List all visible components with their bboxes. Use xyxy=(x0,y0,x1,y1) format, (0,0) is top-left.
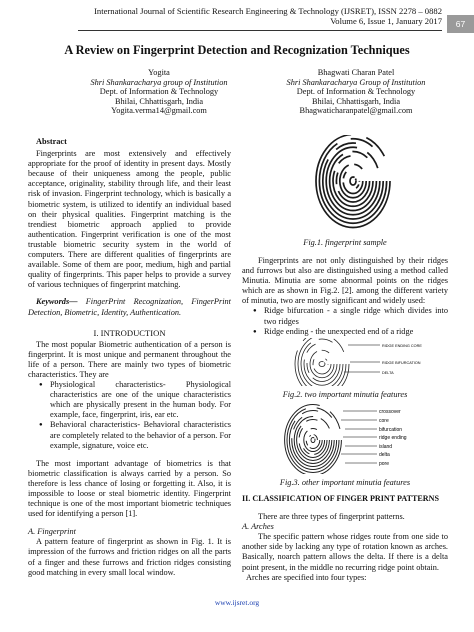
abstract-heading: Abstract xyxy=(36,137,67,146)
fingerprint-ridge xyxy=(301,339,343,386)
fingerprint-ridge xyxy=(309,435,318,446)
journal-header: International Journal of Scientific Research Engineering & Technology (IJSRET), ISSN 2278 – 0882 xyxy=(94,6,442,16)
fig3-label: core xyxy=(379,418,389,424)
list-item: ● Ridge bifurcation - a single ridge which divides into two ridges xyxy=(264,306,448,326)
biometric-list xyxy=(28,380,231,451)
fingerprint-ridge xyxy=(287,408,339,473)
fingerprint-ridge xyxy=(307,347,337,382)
subheading-fingerprint: A. Fingerprint xyxy=(28,527,76,537)
author-name: Bhagwati Charan Patel xyxy=(317,68,395,77)
fig3-label: ridge ending xyxy=(379,435,407,441)
author-affiliation: Shri Shankaracharya Group of Institution xyxy=(286,77,426,87)
fingerprint-ridge xyxy=(336,160,369,202)
fingerprint-ridge xyxy=(319,362,325,367)
author-name: Yogita xyxy=(148,68,170,77)
footer-url[interactable]: www.ijsret.org xyxy=(214,598,260,607)
author-block-2 xyxy=(256,68,456,116)
author-city: Bhilai, Chhattisgarh, India xyxy=(311,96,401,106)
header-rule xyxy=(78,30,442,31)
fingerprint-ridge xyxy=(301,426,324,455)
list-item: ● Behavioral characteristics- Behavioral characteristics are completely related to the behavior of a person. For example, signature, voice etc. xyxy=(50,420,231,450)
minutia-figure-2 xyxy=(288,338,440,386)
minutia-list xyxy=(242,306,448,336)
fingerprint-ridge xyxy=(311,438,315,443)
fingerprint-ridge xyxy=(326,147,380,215)
author-city: Bhilai, Chhattisgarh, India xyxy=(114,96,204,106)
right-column-top xyxy=(242,256,448,337)
fingerprint-ridge xyxy=(316,135,390,228)
author-department: Dept. of Information & Technology xyxy=(296,87,416,97)
fig2-label: DELTA xyxy=(382,371,394,375)
fingerprint-ridge xyxy=(350,177,356,185)
paper-title: A Review on Fingerprint Detection and Recognization Techniques xyxy=(64,43,410,57)
minutia-paragraph: Fingerprints are not only distinguished by their ridges and furrows but also are distinguished using a method called Minutia. Minutia are some abnormal points on the ridges which are as shown in Fig.2. [2]. among the different variety of minutia, two are mostly significant and widely used: xyxy=(242,256,448,306)
fig3-caption: Fig.3. other important minutia features xyxy=(279,478,411,487)
intro-paragraph-1: The most popular Biometric authentication of a person is fingerprint. It is most unique and permanent throughout the life of a person. There are mainly two types of biometric characteristics. They are xyxy=(28,339,231,379)
fig3-label: crossover xyxy=(379,409,401,415)
fig3-label: island xyxy=(379,444,393,450)
author-department: Dept. of Information & Technology xyxy=(99,87,219,97)
author-affiliation: Shri Shankaracharya group of Institution xyxy=(90,77,228,87)
fig2-label: RIDGE ENDING CORE xyxy=(382,344,422,348)
fingerprint-ridge xyxy=(323,143,383,219)
section2-heading: II. CLASSIFICATION OF FINGER PRINT PATTERNS xyxy=(242,494,439,503)
fingerprint-ridge xyxy=(347,173,360,190)
page-number: 67 xyxy=(447,15,474,33)
fingerprint-ridge xyxy=(316,358,328,371)
minutia-figure-3 xyxy=(283,404,433,474)
section2-intro: There are three types of fingerprint patterns. xyxy=(258,512,405,522)
author-email[interactable]: Yogita.verma14@gmail.com xyxy=(111,106,207,116)
fig2-caption: Fig.2. two important minutia features xyxy=(282,390,408,399)
arches-paragraph: The specific pattern whose ridges route from one side to another side by lacking any type of rotation known as arches. Basically, noarch pattern allows the delta. If there is a delta point present, in the middle no recurring ridge point obtain. xyxy=(242,532,448,572)
fingerprint-ridge xyxy=(304,343,340,386)
intro-heading: I. INTRODUCTION xyxy=(93,327,166,338)
fingerprint-ridge xyxy=(295,338,349,386)
keywords xyxy=(28,297,231,317)
fig2-label: RIDGE BIFURCATION xyxy=(382,361,421,365)
left-column xyxy=(28,137,231,578)
fingerprint-ridge xyxy=(294,417,332,464)
fig3-label: bifurcation xyxy=(379,427,403,433)
keywords-text: FingerPrint Recognization, FingerPrint Detection, Biometric, Identity, Authentication. xyxy=(28,297,231,317)
fig1-caption: Fig.1. fingerprint sample xyxy=(303,238,387,247)
fingerprint-ridge xyxy=(299,423,327,458)
fig3-label: delta xyxy=(379,452,390,458)
fig3-label: pore xyxy=(379,461,390,467)
list-item: ● Ridge ending - the unexpected end of a ridge xyxy=(264,327,448,337)
list-item: ● Physiological characteristics- Physiological characteristics are one of the unique characteristics which are physically present in the human body. For example, face, fingerprint, iris, ear etc. xyxy=(50,380,231,420)
subheading-arches: A. Arches xyxy=(242,522,274,532)
intro-paragraph-2: The most important advantage of biometrics is that biometric classification is always carried by a person. So therefore is less chance of losing or forgetting it. Also, it is impossible to loose or steal biometric identity. Fingerprint technique is one of the most important biometric techniques used for identifying a person [1]. xyxy=(28,458,231,519)
abstract-text: Fingerprints are most extensively and effectively appropriate for the proof of identity in present days. Mostly because of their uniqueness among the people, public acceptance, originality, stability through life, and their least risk of invasion. Fingerprint technology, which is basically a biometric system, is utilized to identify an individual based on their physical qualities. Fingerprint matching is the trendiest biometric approach applied to provide authentication. Fingerprint verification is one of the most trustable biometric security system in the world of computers. There are different qualities of fingerprints are available. Some of them are poor, medium, high and partial quality of fingerprints. This paper helps to provide a survey of various techniques of fingerprint matching. xyxy=(28,149,231,290)
keywords-label: Keywords— xyxy=(36,297,78,307)
author-email[interactable]: Bhagwaticharanpatel@gmail.com xyxy=(299,106,413,116)
volume-header: Volume 6, Issue 1, January 2017 xyxy=(330,16,442,26)
right-column-bottom xyxy=(242,494,448,583)
fingerprint-ridge xyxy=(292,414,334,467)
fingerprint-sample-image xyxy=(309,135,399,231)
fingerprint-paragraph: A pattern feature of fingerprint as shown in Fig. 1. It is impression of the furrows and friction ridges on all the parts of a finger and these furrows and friction ridges consisting good matching in every small local window. xyxy=(28,537,231,577)
arches-types: Arches are specified into four types: xyxy=(246,572,367,582)
author-block-1 xyxy=(59,68,259,116)
